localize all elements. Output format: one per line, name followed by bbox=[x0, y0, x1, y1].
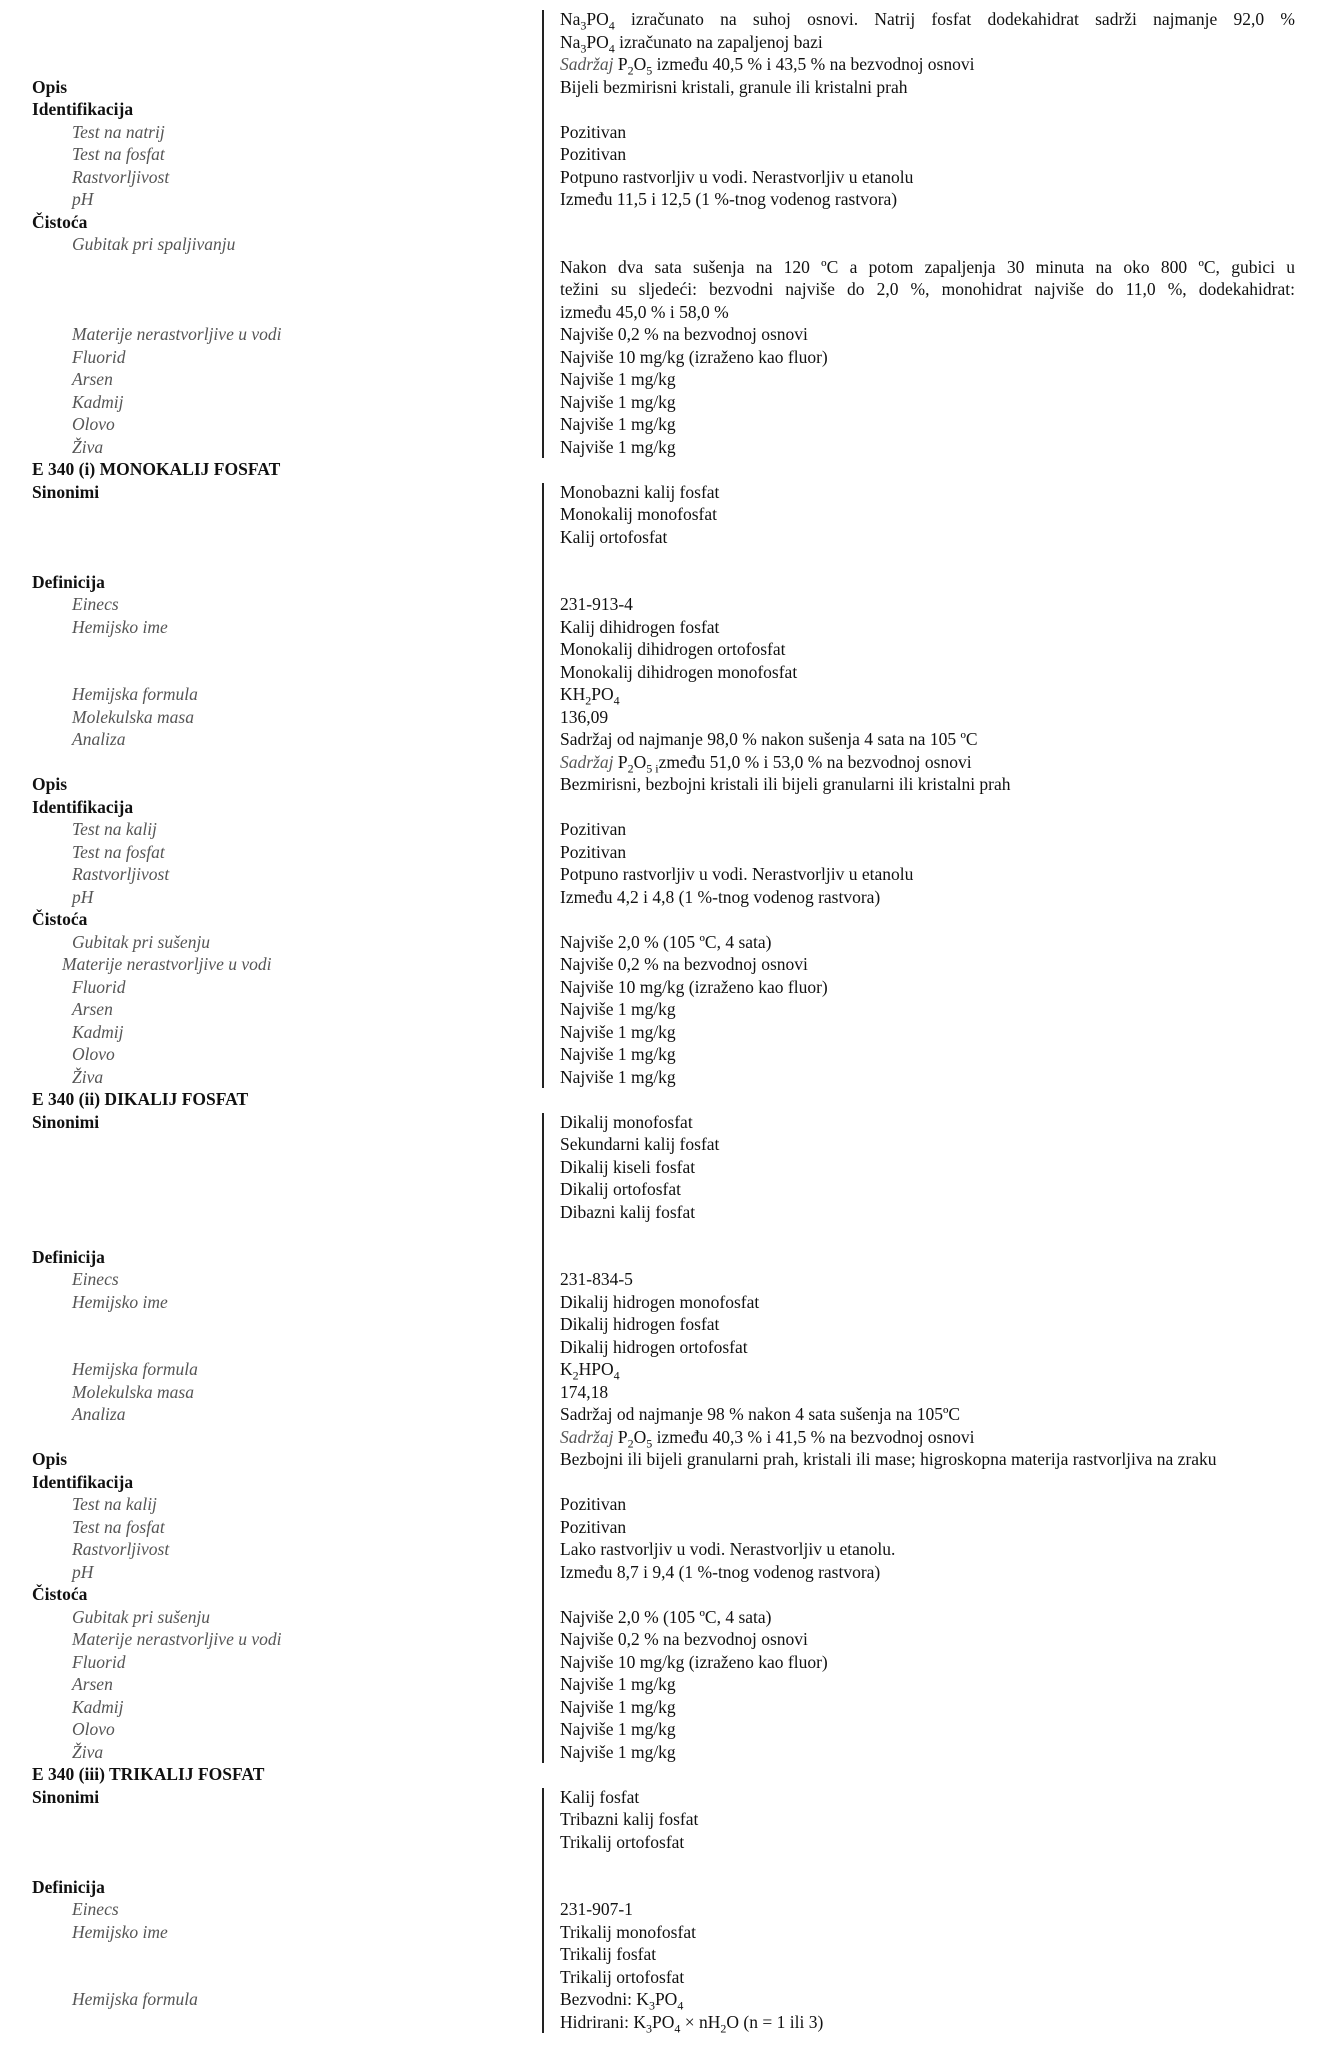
field-value: Između 4,2 i 4,8 (1 %-tnog vodenog rastvora) bbox=[560, 886, 881, 907]
spec-row bbox=[0, 1336, 1340, 1359]
column-rule bbox=[542, 483, 544, 1089]
spec-row bbox=[0, 1021, 1340, 1044]
field-label: Einecs bbox=[72, 594, 119, 614]
spec-row bbox=[0, 1516, 1340, 1539]
field-label: Einecs bbox=[72, 1899, 119, 1919]
field-label: Molekulska masa bbox=[72, 706, 194, 727]
spec-row bbox=[0, 1111, 1340, 1134]
spec-row bbox=[0, 616, 1340, 639]
spec-row bbox=[0, 1988, 1340, 2011]
field-value: Trikalij ortofosfat bbox=[560, 1831, 685, 1852]
section-heading: Identifikacija bbox=[32, 99, 134, 119]
field-value: Najviše 1 mg/kg bbox=[560, 391, 676, 412]
field-label: Živa bbox=[72, 1066, 104, 1087]
field-value: Potpuno rastvorljiv u vodi. Nerastvorljiv u etanolu bbox=[560, 864, 914, 884]
field-value: Dikalij kiseli fosfat bbox=[560, 1156, 696, 1177]
field-value: Najviše 1 mg/kg bbox=[560, 1741, 676, 1762]
field-label: Olovo bbox=[72, 414, 115, 434]
field-value: Pozitivan bbox=[560, 841, 627, 862]
field-value: Trikalij fosfat bbox=[560, 1944, 657, 1964]
section-heading: E 340 (iii) TRIKALIJ FOSFAT bbox=[32, 1764, 265, 1784]
spec-row bbox=[0, 1831, 1340, 1854]
spec-row bbox=[0, 1201, 1340, 1224]
spec-row bbox=[0, 1673, 1340, 1696]
field-label: Gubitak pri sušenju bbox=[72, 1606, 211, 1627]
spec-row bbox=[0, 638, 1340, 661]
field-value: Sadržaj od najmanje 98 % nakon 4 sata sušenja na 105ºC bbox=[560, 1404, 961, 1424]
field-value: Bezvodni: $K_3PO_4$ bbox=[560, 1989, 684, 2013]
section-heading: E 340 (ii) DIKALIJ FOSFAT bbox=[32, 1089, 249, 1109]
spec-row bbox=[0, 1718, 1340, 1741]
spec-row bbox=[0, 98, 1340, 121]
field-value: Hidrirani: $K_3PO_4 \times nH_2O$ (n = 1 ili 3) bbox=[560, 2011, 824, 2035]
field-label: Rastvorljivost bbox=[72, 864, 170, 884]
field-value: težini su sljedeći: bezvodni najviše do 2,0 %, monohidrat najviše do 11,0 %, dodekahidrat: bbox=[560, 279, 1295, 299]
section-heading: Sinonimi bbox=[32, 1111, 100, 1132]
field-label: Test na fosfat bbox=[72, 1516, 165, 1537]
field-value: $Na_3PO_4$ izračunato na suhoj osnovi. Natrij fosfat dodekahidrat sadrži najmanje 92,0 % bbox=[560, 9, 1295, 33]
field-value: Bezbojni ili bijeli granularni prah, kristali ili mase; higroskopna materija rastvorljiva na zraku bbox=[560, 1449, 1217, 1469]
spec-row bbox=[0, 796, 1340, 819]
field-value: Najviše 0,2 % na bezvodnoj osnovi bbox=[560, 324, 808, 344]
field-value: Monobazni kalij fosfat bbox=[560, 481, 720, 502]
field-value: Najviše 1 mg/kg bbox=[560, 1021, 676, 1042]
spec-row bbox=[0, 1538, 1340, 1561]
field-value: Sadržaj $P_2O_5$ između 40,5 % i 43,5 % na bezvodnoj osnovi bbox=[560, 54, 975, 78]
field-label: Test na kalij bbox=[72, 819, 157, 839]
section-heading: Čistoća bbox=[32, 211, 88, 232]
spec-row bbox=[0, 1876, 1340, 1899]
field-value: Najviše 2,0 % (105 ºC, 4 sata) bbox=[560, 931, 772, 952]
field-value: Kalij dihidrogen fosfat bbox=[560, 616, 720, 637]
spec-row bbox=[0, 1066, 1340, 1089]
field-value: Najviše 1 mg/kg bbox=[560, 999, 676, 1019]
field-label: Olovo bbox=[72, 1719, 115, 1739]
field-value: Najviše 0,2 % na bezvodnoj osnovi bbox=[560, 1629, 808, 1649]
field-label: Rastvorljivost bbox=[72, 1539, 170, 1559]
field-value: Kalij ortofosfat bbox=[560, 526, 668, 547]
field-value: između 45,0 % i 58,0 % bbox=[560, 301, 729, 322]
field-label: pH bbox=[72, 1561, 94, 1582]
field-label: pH bbox=[72, 886, 94, 907]
field-value: Između 8,7 i 9,4 (1 %-tnog vodenog rastvora) bbox=[560, 1561, 881, 1582]
field-label: Olovo bbox=[72, 1044, 115, 1064]
field-value: Tribazni kalij fosfat bbox=[560, 1809, 699, 1829]
field-value: 136,09 bbox=[560, 706, 609, 727]
spec-row bbox=[0, 53, 1340, 76]
spec-row bbox=[0, 301, 1340, 324]
section-heading: Definicija bbox=[32, 1246, 105, 1267]
field-value: Sekundarni kalij fosfat bbox=[560, 1134, 720, 1154]
spec-row bbox=[0, 1448, 1340, 1471]
field-value: Pozitivan bbox=[560, 1516, 627, 1537]
spec-row bbox=[0, 211, 1340, 234]
field-value: Dibazni kalij fosfat bbox=[560, 1201, 696, 1222]
field-label: Arsen bbox=[72, 369, 113, 389]
field-value: Najviše 10 mg/kg (izraženo kao fluor) bbox=[560, 1651, 828, 1672]
spec-row bbox=[0, 368, 1340, 391]
spec-row bbox=[0, 1606, 1340, 1629]
spec-row bbox=[0, 31, 1340, 54]
spec-row bbox=[0, 188, 1340, 211]
spec-row bbox=[0, 998, 1340, 1021]
field-value: Dikalij hidrogen fosfat bbox=[560, 1314, 720, 1334]
field-label: Fluorid bbox=[72, 346, 126, 367]
field-value: Najviše 2,0 % (105 ºC, 4 sata) bbox=[560, 1606, 772, 1627]
spec-row bbox=[0, 278, 1340, 301]
field-value: Najviše 1 mg/kg bbox=[560, 414, 676, 434]
field-value: Sadržaj od najmanje 98,0 % nakon sušenja 4 sata na 105 ºC bbox=[560, 729, 978, 749]
spec-row bbox=[0, 908, 1340, 931]
field-value: Najviše 1 mg/kg bbox=[560, 369, 676, 389]
field-label: Fluorid bbox=[72, 1651, 126, 1672]
spec-row bbox=[0, 1966, 1340, 1989]
field-label: Hemijska formula bbox=[72, 684, 198, 704]
field-value: Trikalij monofosfat bbox=[560, 1921, 696, 1942]
column-rule bbox=[542, 1113, 544, 1764]
field-value: Najviše 1 mg/kg bbox=[560, 436, 676, 457]
field-value: Dikalij monofosfat bbox=[560, 1111, 693, 1132]
field-value: Kalij fosfat bbox=[560, 1786, 640, 1807]
field-value: Dikalij hidrogen ortofosfat bbox=[560, 1336, 748, 1357]
section-heading: E 340 (i) MONOKALIJ FOSFAT bbox=[32, 459, 281, 479]
field-value: Najviše 0,2 % na bezvodnoj osnovi bbox=[560, 954, 808, 974]
section-heading: Čistoća bbox=[32, 909, 88, 929]
spec-row bbox=[0, 1943, 1340, 1966]
spec-row bbox=[0, 8, 1340, 31]
spec-row bbox=[0, 1561, 1340, 1584]
field-label: Hemijsko ime bbox=[72, 616, 168, 637]
field-value: Najviše 10 mg/kg (izraženo kao fluor) bbox=[560, 976, 828, 997]
section-heading: Identifikacija bbox=[32, 1471, 134, 1492]
field-label: Analiza bbox=[72, 729, 126, 749]
section-heading: Opis bbox=[32, 76, 68, 97]
spec-row bbox=[0, 1471, 1340, 1494]
spec-row bbox=[0, 233, 1340, 256]
field-label: pH bbox=[72, 189, 94, 209]
field-label: Rastvorljivost bbox=[72, 166, 170, 187]
spec-row bbox=[0, 1853, 1340, 1876]
section-heading: Sinonimi bbox=[32, 481, 100, 502]
spec-row bbox=[0, 1043, 1340, 1066]
field-label: Kadmij bbox=[72, 1021, 124, 1042]
spec-row bbox=[0, 1268, 1340, 1291]
spec-row bbox=[0, 706, 1340, 729]
spec-row bbox=[0, 1133, 1340, 1156]
field-value: Lako rastvorljiv u vodi. Nerastvorljiv u etanolu. bbox=[560, 1539, 896, 1559]
field-label: Fluorid bbox=[72, 976, 126, 997]
spec-row bbox=[0, 481, 1340, 504]
spec-row bbox=[0, 1921, 1340, 1944]
spec-row bbox=[0, 593, 1340, 616]
section-heading: Definicija bbox=[32, 571, 105, 592]
field-value: Sadržaj $P_2O_{5 i}zmeđu$ 51,0 % i 53,0 % na bezvodnoj osnovi bbox=[560, 751, 972, 775]
field-value: Dikalij ortofosfat bbox=[560, 1179, 682, 1199]
spec-row bbox=[0, 976, 1340, 999]
field-value: 231-834-5 bbox=[560, 1269, 633, 1289]
spec-row bbox=[0, 863, 1340, 886]
section-heading: Opis bbox=[32, 1449, 68, 1469]
field-label: Hemijska formula bbox=[72, 1359, 198, 1379]
field-value: Monokalij monofosfat bbox=[560, 504, 717, 524]
spec-row bbox=[0, 1403, 1340, 1426]
section-heading: Sinonimi bbox=[32, 1786, 100, 1807]
field-label: Test na kalij bbox=[72, 1494, 157, 1514]
field-value: Bezmirisni, bezbojni kristali ili bijeli granularni ili kristalni prah bbox=[560, 774, 1011, 794]
field-value: Najviše 1 mg/kg bbox=[560, 1066, 676, 1087]
field-label: Živa bbox=[72, 436, 104, 457]
spec-row bbox=[0, 953, 1340, 976]
spec-row bbox=[0, 458, 1340, 481]
spec-row bbox=[0, 1381, 1340, 1404]
spec-row bbox=[0, 1313, 1340, 1336]
field-value: Pozitivan bbox=[560, 121, 627, 142]
spec-row bbox=[0, 728, 1340, 751]
field-value: 231-913-4 bbox=[560, 594, 633, 614]
field-label: Test na fosfat bbox=[72, 144, 165, 164]
field-label: Kadmij bbox=[72, 1696, 124, 1717]
spec-row bbox=[0, 1628, 1340, 1651]
field-label: Test na fosfat bbox=[72, 841, 165, 862]
field-label: Hemijsko ime bbox=[72, 1291, 168, 1312]
field-value: Monokalij dihidrogen ortofosfat bbox=[560, 639, 786, 659]
field-value: $Na_3PO_4$ izračunato na zapaljenoj bazi bbox=[560, 31, 823, 55]
spec-row bbox=[0, 413, 1340, 436]
spec-row bbox=[0, 143, 1340, 166]
field-value: Sadržaj $P_2O_5$ između 40,3 % i 41,5 % na bezvodnoj osnovi bbox=[560, 1426, 975, 1450]
spec-row bbox=[0, 256, 1340, 279]
spec-row bbox=[0, 661, 1340, 684]
spec-row bbox=[0, 2011, 1340, 2034]
field-label: Hemijsko ime bbox=[72, 1921, 168, 1942]
section-heading: Opis bbox=[32, 774, 68, 794]
field-label: Materije nerastvorljive u vodi bbox=[62, 954, 272, 974]
spec-row bbox=[0, 818, 1340, 841]
spec-row bbox=[0, 503, 1340, 526]
spec-row bbox=[0, 931, 1340, 954]
spec-row bbox=[0, 1426, 1340, 1449]
spec-row bbox=[0, 1786, 1340, 1809]
column-rule bbox=[542, 1788, 544, 2034]
spec-row bbox=[0, 76, 1340, 99]
spec-row bbox=[0, 436, 1340, 459]
field-label: Arsen bbox=[72, 999, 113, 1019]
field-value: Između 11,5 i 12,5 (1 %-tnog vodenog rastvora) bbox=[560, 189, 898, 209]
spec-row bbox=[0, 391, 1340, 414]
field-label: Einecs bbox=[72, 1269, 119, 1289]
field-value: Najviše 1 mg/kg bbox=[560, 1696, 676, 1717]
spec-row bbox=[0, 1156, 1340, 1179]
field-value: Dikalij hidrogen monofosfat bbox=[560, 1291, 760, 1312]
spec-row bbox=[0, 1291, 1340, 1314]
field-value: Pozitivan bbox=[560, 1494, 627, 1514]
spec-row bbox=[0, 166, 1340, 189]
field-label: Arsen bbox=[72, 1674, 113, 1694]
spec-row bbox=[0, 751, 1340, 774]
field-value: 174,18 bbox=[560, 1381, 609, 1402]
spec-row bbox=[0, 1088, 1340, 1111]
spec-row bbox=[0, 346, 1340, 369]
spec-row bbox=[0, 683, 1340, 706]
field-label: Materije nerastvorljive u vodi bbox=[72, 1629, 282, 1649]
field-value: 231-907-1 bbox=[560, 1899, 633, 1919]
spec-row bbox=[0, 1583, 1340, 1606]
spec-row bbox=[0, 548, 1340, 571]
spec-row bbox=[0, 1178, 1340, 1201]
field-value: Potpuno rastvorljiv u vodi. Nerastvorljiv u etanolu bbox=[560, 166, 914, 187]
spec-row bbox=[0, 1651, 1340, 1674]
spec-row bbox=[0, 1246, 1340, 1269]
field-label: Materije nerastvorljive u vodi bbox=[72, 324, 282, 344]
field-value: Pozitivan bbox=[560, 144, 627, 164]
spec-row bbox=[0, 841, 1340, 864]
field-value: Bijeli bezmirisni kristali, granule ili kristalni prah bbox=[560, 76, 908, 97]
spec-row bbox=[0, 1898, 1340, 1921]
field-label: Molekulska masa bbox=[72, 1381, 194, 1402]
field-label: Živa bbox=[72, 1741, 104, 1762]
spec-row bbox=[0, 1808, 1340, 1831]
spec-row bbox=[0, 323, 1340, 346]
spec-row bbox=[0, 1493, 1340, 1516]
spec-row bbox=[0, 886, 1340, 909]
spec-row bbox=[0, 526, 1340, 549]
field-label: Gubitak pri sušenju bbox=[72, 931, 211, 952]
field-value: $KH_2PO_4$ bbox=[560, 684, 620, 708]
spec-row bbox=[0, 571, 1340, 594]
spec-row bbox=[0, 773, 1340, 796]
spec-row bbox=[0, 1696, 1340, 1719]
column-rule bbox=[542, 10, 544, 458]
field-value: Nakon dva sata sušenja na 120 ºC a potom zapaljenja 30 minuta na oko 800 ºC, gubici u bbox=[560, 256, 1295, 277]
spec-row bbox=[0, 1763, 1340, 1786]
field-label: Test na natrij bbox=[72, 121, 165, 142]
section-heading: Identifikacija bbox=[32, 796, 134, 817]
spec-row bbox=[0, 121, 1340, 144]
field-value: $K_2HPO_4$ bbox=[560, 1359, 620, 1383]
field-label: Hemijska formula bbox=[72, 1989, 198, 2009]
field-label: Gubitak pri spaljivanju bbox=[72, 234, 236, 254]
spec-row bbox=[0, 1741, 1340, 1764]
field-label: Kadmij bbox=[72, 391, 124, 412]
section-heading: Definicija bbox=[32, 1876, 105, 1897]
section-heading: Čistoća bbox=[32, 1584, 88, 1604]
field-value: Najviše 10 mg/kg (izraženo kao fluor) bbox=[560, 346, 828, 367]
field-value: Monokalij dihidrogen monofosfat bbox=[560, 661, 798, 682]
field-value: Trikalij ortofosfat bbox=[560, 1966, 685, 1987]
field-value: Najviše 1 mg/kg bbox=[560, 1674, 676, 1694]
field-value: Najviše 1 mg/kg bbox=[560, 1044, 676, 1064]
field-value: Pozitivan bbox=[560, 819, 627, 839]
spec-row bbox=[0, 1358, 1340, 1381]
field-label: Analiza bbox=[72, 1404, 126, 1424]
field-value: Najviše 1 mg/kg bbox=[560, 1719, 676, 1739]
spec-row bbox=[0, 1223, 1340, 1246]
